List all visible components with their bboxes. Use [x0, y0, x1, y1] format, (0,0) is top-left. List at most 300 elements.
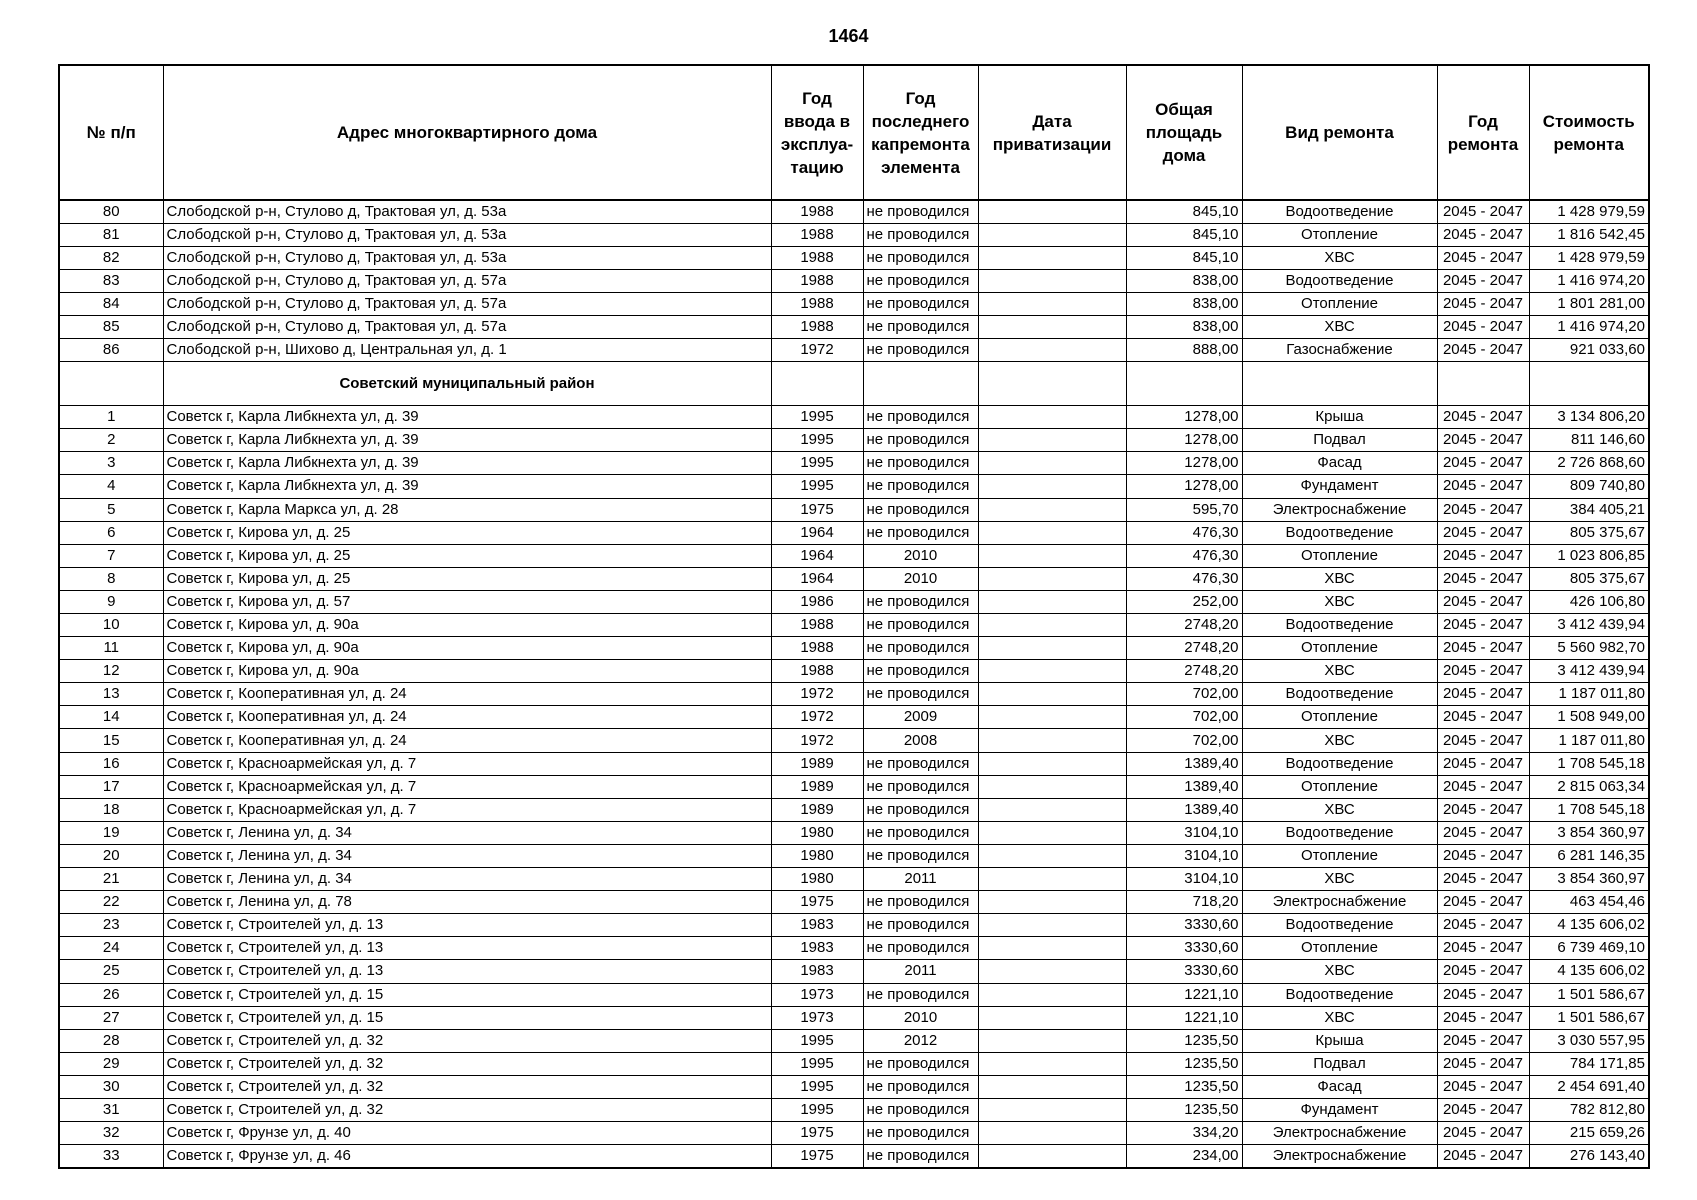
section-title: Советский муниципальный район — [163, 362, 771, 406]
cell-repair-cost: 1 508 949,00 — [1529, 706, 1649, 729]
cell-repair-period: 2045 - 2047 — [1437, 544, 1529, 567]
cell-year-built: 1975 — [771, 1145, 863, 1168]
cell-num: 10 — [59, 614, 163, 637]
cell-privatization — [978, 590, 1126, 613]
cell-last-repair: не проводился — [863, 223, 978, 246]
cell-num: 31 — [59, 1098, 163, 1121]
cell-area: 845,10 — [1126, 200, 1242, 223]
cell-num: 22 — [59, 891, 163, 914]
cell-privatization — [978, 498, 1126, 521]
cell-address: Слободской р-н, Стулово д, Трактовая ул, д. 53а — [163, 223, 771, 246]
cell-repair-period: 2045 - 2047 — [1437, 475, 1529, 498]
header-repair-cost: Стоимость ремонта — [1529, 65, 1649, 200]
cell-area: 702,00 — [1126, 706, 1242, 729]
cell-last-repair: не проводился — [863, 269, 978, 292]
cell-address: Советск г, Ленина ул, д. 78 — [163, 891, 771, 914]
cell-repair-cost: 2 726 868,60 — [1529, 452, 1649, 475]
cell-repair-kind: Водоотведение — [1242, 200, 1437, 223]
cell-address: Советск г, Ленина ул, д. 34 — [163, 844, 771, 867]
cell-repair-cost: 805 375,67 — [1529, 567, 1649, 590]
cell-area: 1235,50 — [1126, 1052, 1242, 1075]
cell-last-repair: 2011 — [863, 960, 978, 983]
cell-repair-cost: 1 428 979,59 — [1529, 246, 1649, 269]
section-empty-cell — [978, 362, 1126, 406]
cell-area: 1235,50 — [1126, 1029, 1242, 1052]
cell-area: 838,00 — [1126, 269, 1242, 292]
cell-year-built: 1975 — [771, 891, 863, 914]
cell-privatization — [978, 706, 1126, 729]
cell-last-repair: не проводился — [863, 1145, 978, 1168]
cell-num: 12 — [59, 660, 163, 683]
cell-repair-kind: Отопление — [1242, 937, 1437, 960]
cell-repair-cost: 1 416 974,20 — [1529, 269, 1649, 292]
cell-year-built: 1989 — [771, 798, 863, 821]
cell-area: 1389,40 — [1126, 752, 1242, 775]
cell-num: 84 — [59, 292, 163, 315]
cell-num: 23 — [59, 914, 163, 937]
cell-repair-cost: 1 187 011,80 — [1529, 683, 1649, 706]
cell-repair-period: 2045 - 2047 — [1437, 798, 1529, 821]
cell-area: 1278,00 — [1126, 452, 1242, 475]
cell-address: Слободской р-н, Стулово д, Трактовая ул, д. 57а — [163, 292, 771, 315]
cell-address: Слободской р-н, Стулово д, Трактовая ул, д. 57а — [163, 315, 771, 338]
cell-privatization — [978, 315, 1126, 338]
header-year-built: Год ввода в эксплуа-тацию — [771, 65, 863, 200]
cell-repair-kind: Водоотведение — [1242, 521, 1437, 544]
cell-repair-cost: 1 816 542,45 — [1529, 223, 1649, 246]
cell-repair-period: 2045 - 2047 — [1437, 1029, 1529, 1052]
cell-address: Советск г, Строителей ул, д. 15 — [163, 983, 771, 1006]
cell-repair-cost: 1 023 806,85 — [1529, 544, 1649, 567]
cell-address: Советск г, Строителей ул, д. 13 — [163, 960, 771, 983]
cell-year-built: 1995 — [771, 1075, 863, 1098]
table-row — [59, 429, 1649, 452]
cell-repair-period: 2045 - 2047 — [1437, 752, 1529, 775]
cell-repair-kind: Водоотведение — [1242, 614, 1437, 637]
table-header — [59, 65, 1649, 200]
cell-address: Советск г, Карла Либкнехта ул, д. 39 — [163, 475, 771, 498]
cell-repair-period: 2045 - 2047 — [1437, 937, 1529, 960]
cell-repair-period: 2045 - 2047 — [1437, 821, 1529, 844]
cell-num: 26 — [59, 983, 163, 1006]
cell-last-repair: не проводился — [863, 475, 978, 498]
table-row — [59, 1052, 1649, 1075]
cell-year-built: 1988 — [771, 292, 863, 315]
cell-num: 3 — [59, 452, 163, 475]
cell-privatization — [978, 983, 1126, 1006]
cell-address: Слободской р-н, Стулово д, Трактовая ул, д. 53а — [163, 200, 771, 223]
cell-repair-cost: 809 740,80 — [1529, 475, 1649, 498]
table-row — [59, 1122, 1649, 1145]
cell-year-built: 1964 — [771, 544, 863, 567]
cell-last-repair: не проводился — [863, 429, 978, 452]
table-row — [59, 798, 1649, 821]
cell-area: 888,00 — [1126, 339, 1242, 362]
cell-last-repair: не проводился — [863, 452, 978, 475]
cell-privatization — [978, 914, 1126, 937]
page-number: 1464 — [828, 26, 869, 46]
cell-area: 845,10 — [1126, 223, 1242, 246]
table-row — [59, 937, 1649, 960]
cell-privatization — [978, 891, 1126, 914]
cell-address: Советск г, Карла Либкнехта ул, д. 39 — [163, 429, 771, 452]
table-row — [59, 1098, 1649, 1121]
cell-last-repair: не проводился — [863, 914, 978, 937]
cell-last-repair: не проводился — [863, 406, 978, 429]
cell-repair-period: 2045 - 2047 — [1437, 1098, 1529, 1121]
cell-repair-cost: 2 454 691,40 — [1529, 1075, 1649, 1098]
cell-privatization — [978, 868, 1126, 891]
cell-num: 5 — [59, 498, 163, 521]
cell-repair-period: 2045 - 2047 — [1437, 590, 1529, 613]
cell-repair-kind: Электроснабжение — [1242, 1145, 1437, 1168]
cell-address: Советск г, Карла Либкнехта ул, д. 39 — [163, 452, 771, 475]
cell-privatization — [978, 521, 1126, 544]
cell-num: 21 — [59, 868, 163, 891]
cell-last-repair: не проводился — [863, 498, 978, 521]
section-empty-cell — [1126, 362, 1242, 406]
cell-last-repair: не проводился — [863, 614, 978, 637]
cell-last-repair: 2012 — [863, 1029, 978, 1052]
cell-year-built: 1980 — [771, 821, 863, 844]
cell-year-built: 1988 — [771, 246, 863, 269]
cell-privatization — [978, 614, 1126, 637]
cell-privatization — [978, 960, 1126, 983]
table-row — [59, 614, 1649, 637]
cell-area: 3330,60 — [1126, 937, 1242, 960]
cell-repair-period: 2045 - 2047 — [1437, 660, 1529, 683]
cell-repair-cost: 811 146,60 — [1529, 429, 1649, 452]
cell-area: 476,30 — [1126, 544, 1242, 567]
cell-address: Советск г, Ленина ул, д. 34 — [163, 821, 771, 844]
cell-num: 16 — [59, 752, 163, 775]
cell-repair-cost: 3 030 557,95 — [1529, 1029, 1649, 1052]
cell-repair-cost: 805 375,67 — [1529, 521, 1649, 544]
table-row — [59, 891, 1649, 914]
cell-repair-kind: Водоотведение — [1242, 983, 1437, 1006]
cell-privatization — [978, 246, 1126, 269]
cell-repair-cost: 921 033,60 — [1529, 339, 1649, 362]
table-row — [59, 292, 1649, 315]
table-row — [59, 1145, 1649, 1168]
cell-address: Слободской р-н, Шихово д, Центральная ул, д. 1 — [163, 339, 771, 362]
cell-year-built: 1975 — [771, 498, 863, 521]
cell-num: 19 — [59, 821, 163, 844]
section-empty-cell — [771, 362, 863, 406]
cell-num: 28 — [59, 1029, 163, 1052]
cell-repair-cost: 1 428 979,59 — [1529, 200, 1649, 223]
cell-year-built: 1988 — [771, 614, 863, 637]
cell-repair-kind: ХВС — [1242, 315, 1437, 338]
cell-area: 476,30 — [1126, 567, 1242, 590]
table-row — [59, 223, 1649, 246]
cell-last-repair: не проводился — [863, 200, 978, 223]
table-row — [59, 339, 1649, 362]
cell-address: Советск г, Кооперативная ул, д. 24 — [163, 729, 771, 752]
cell-num: 4 — [59, 475, 163, 498]
cell-privatization — [978, 1029, 1126, 1052]
table-row — [59, 1075, 1649, 1098]
cell-last-repair: не проводился — [863, 821, 978, 844]
cell-year-built: 1983 — [771, 914, 863, 937]
table-row — [59, 315, 1649, 338]
cell-repair-kind: Отопление — [1242, 292, 1437, 315]
cell-year-built: 1980 — [771, 868, 863, 891]
cell-repair-period: 2045 - 2047 — [1437, 1075, 1529, 1098]
cell-area: 3104,10 — [1126, 821, 1242, 844]
cell-address: Советск г, Строителей ул, д. 13 — [163, 937, 771, 960]
cell-address: Слободской р-н, Стулово д, Трактовая ул, д. 53а — [163, 246, 771, 269]
cell-area: 1235,50 — [1126, 1075, 1242, 1098]
cell-area: 2748,20 — [1126, 614, 1242, 637]
cell-repair-period: 2045 - 2047 — [1437, 269, 1529, 292]
cell-repair-period: 2045 - 2047 — [1437, 406, 1529, 429]
table-row — [59, 567, 1649, 590]
table-row — [59, 475, 1649, 498]
cell-last-repair: не проводился — [863, 937, 978, 960]
cell-privatization — [978, 1006, 1126, 1029]
cell-privatization — [978, 429, 1126, 452]
cell-privatization — [978, 567, 1126, 590]
cell-repair-cost: 3 854 360,97 — [1529, 868, 1649, 891]
cell-address: Советск г, Кирова ул, д. 90а — [163, 614, 771, 637]
cell-repair-period: 2045 - 2047 — [1437, 844, 1529, 867]
cell-year-built: 1972 — [771, 683, 863, 706]
cell-year-built: 1988 — [771, 223, 863, 246]
cell-area: 1389,40 — [1126, 775, 1242, 798]
cell-area: 3330,60 — [1126, 960, 1242, 983]
cell-repair-cost: 782 812,80 — [1529, 1098, 1649, 1121]
cell-repair-period: 2045 - 2047 — [1437, 567, 1529, 590]
cell-num: 8 — [59, 567, 163, 590]
cell-area: 334,20 — [1126, 1122, 1242, 1145]
cell-repair-cost: 784 171,85 — [1529, 1052, 1649, 1075]
section-row — [59, 362, 1649, 406]
cell-area: 3330,60 — [1126, 914, 1242, 937]
cell-last-repair: не проводился — [863, 1122, 978, 1145]
cell-repair-kind: Электроснабжение — [1242, 1122, 1437, 1145]
cell-year-built: 1988 — [771, 269, 863, 292]
cell-year-built: 1995 — [771, 429, 863, 452]
cell-repair-kind: Отопление — [1242, 706, 1437, 729]
cell-repair-period: 2045 - 2047 — [1437, 891, 1529, 914]
cell-repair-kind: Отопление — [1242, 544, 1437, 567]
cell-repair-kind: Крыша — [1242, 1029, 1437, 1052]
cell-repair-kind: Фасад — [1242, 452, 1437, 475]
cell-address: Советск г, Фрунзе ул, д. 40 — [163, 1122, 771, 1145]
cell-privatization — [978, 339, 1126, 362]
table-row — [59, 406, 1649, 429]
cell-repair-period: 2045 - 2047 — [1437, 1145, 1529, 1168]
table-row — [59, 752, 1649, 775]
cell-area: 1221,10 — [1126, 983, 1242, 1006]
cell-repair-cost: 1 708 545,18 — [1529, 798, 1649, 821]
cell-last-repair: не проводился — [863, 1052, 978, 1075]
cell-privatization — [978, 1098, 1126, 1121]
cell-last-repair: не проводился — [863, 1098, 978, 1121]
cell-num: 1 — [59, 406, 163, 429]
table-row — [59, 706, 1649, 729]
cell-repair-kind: Фасад — [1242, 1075, 1437, 1098]
cell-year-built: 1980 — [771, 844, 863, 867]
cell-repair-period: 2045 - 2047 — [1437, 521, 1529, 544]
cell-area: 718,20 — [1126, 891, 1242, 914]
cell-num: 29 — [59, 1052, 163, 1075]
cell-repair-cost: 3 412 439,94 — [1529, 660, 1649, 683]
cell-last-repair: не проводился — [863, 521, 978, 544]
cell-repair-kind: Подвал — [1242, 429, 1437, 452]
section-empty-cell — [1437, 362, 1529, 406]
cell-repair-kind: Подвал — [1242, 1052, 1437, 1075]
cell-repair-period: 2045 - 2047 — [1437, 292, 1529, 315]
cell-year-built: 1995 — [771, 406, 863, 429]
cell-privatization — [978, 406, 1126, 429]
cell-year-built: 1989 — [771, 775, 863, 798]
cell-num: 2 — [59, 429, 163, 452]
cell-repair-kind: ХВС — [1242, 246, 1437, 269]
cell-year-built: 1988 — [771, 315, 863, 338]
table-body — [59, 200, 1649, 1168]
cell-last-repair: не проводился — [863, 292, 978, 315]
cell-num: 86 — [59, 339, 163, 362]
cell-privatization — [978, 637, 1126, 660]
cell-repair-kind: ХВС — [1242, 1006, 1437, 1029]
cell-area: 2748,20 — [1126, 637, 1242, 660]
table-row — [59, 729, 1649, 752]
cell-address: Слободской р-н, Стулово д, Трактовая ул, д. 57а — [163, 269, 771, 292]
header-last-repair: Год последнего капремонта элемента — [863, 65, 978, 200]
cell-last-repair: 2008 — [863, 729, 978, 752]
section-empty-cell — [1242, 362, 1437, 406]
cell-last-repair: не проводился — [863, 983, 978, 1006]
cell-repair-period: 2045 - 2047 — [1437, 246, 1529, 269]
cell-repair-cost: 1 708 545,18 — [1529, 752, 1649, 775]
cell-repair-period: 2045 - 2047 — [1437, 706, 1529, 729]
cell-repair-cost: 1 501 586,67 — [1529, 1006, 1649, 1029]
cell-year-built: 1973 — [771, 983, 863, 1006]
cell-area: 2748,20 — [1126, 660, 1242, 683]
cell-num: 80 — [59, 200, 163, 223]
cell-repair-kind: Фундамент — [1242, 475, 1437, 498]
cell-area: 838,00 — [1126, 292, 1242, 315]
cell-last-repair: не проводился — [863, 752, 978, 775]
cell-repair-kind: ХВС — [1242, 590, 1437, 613]
section-empty-cell — [59, 362, 163, 406]
cell-year-built: 1972 — [771, 339, 863, 362]
cell-repair-period: 2045 - 2047 — [1437, 339, 1529, 362]
cell-year-built: 1972 — [771, 729, 863, 752]
cell-area: 595,70 — [1126, 498, 1242, 521]
header-repair-kind: Вид ремонта — [1242, 65, 1437, 200]
cell-num: 25 — [59, 960, 163, 983]
cell-year-built: 1995 — [771, 1029, 863, 1052]
cell-repair-period: 2045 - 2047 — [1437, 914, 1529, 937]
cell-repair-kind: Газоснабжение — [1242, 339, 1437, 362]
table-row — [59, 821, 1649, 844]
cell-repair-kind: Электроснабжение — [1242, 891, 1437, 914]
cell-num: 20 — [59, 844, 163, 867]
table-row — [59, 544, 1649, 567]
cell-privatization — [978, 729, 1126, 752]
cell-repair-kind: ХВС — [1242, 868, 1437, 891]
cell-repair-period: 2045 - 2047 — [1437, 452, 1529, 475]
cell-address: Советск г, Кирова ул, д. 25 — [163, 567, 771, 590]
cell-address: Советск г, Красноармейская ул, д. 7 — [163, 798, 771, 821]
cell-area: 3104,10 — [1126, 844, 1242, 867]
cell-repair-cost: 6 739 469,10 — [1529, 937, 1649, 960]
cell-repair-period: 2045 - 2047 — [1437, 223, 1529, 246]
cell-num: 81 — [59, 223, 163, 246]
cell-repair-period: 2045 - 2047 — [1437, 983, 1529, 1006]
cell-repair-cost: 463 454,46 — [1529, 891, 1649, 914]
cell-repair-kind: ХВС — [1242, 798, 1437, 821]
cell-num: 33 — [59, 1145, 163, 1168]
cell-last-repair: не проводился — [863, 660, 978, 683]
cell-area: 1278,00 — [1126, 406, 1242, 429]
cell-num: 14 — [59, 706, 163, 729]
table-row — [59, 1029, 1649, 1052]
cell-repair-cost: 4 135 606,02 — [1529, 960, 1649, 983]
cell-repair-cost: 1 501 586,67 — [1529, 983, 1649, 1006]
cell-last-repair: 2010 — [863, 567, 978, 590]
table-row — [59, 960, 1649, 983]
cell-address: Советск г, Кирова ул, д. 25 — [163, 521, 771, 544]
cell-num: 15 — [59, 729, 163, 752]
cell-privatization — [978, 269, 1126, 292]
cell-repair-period: 2045 - 2047 — [1437, 683, 1529, 706]
cell-repair-period: 2045 - 2047 — [1437, 637, 1529, 660]
cell-address: Советск г, Строителей ул, д. 32 — [163, 1029, 771, 1052]
table-row — [59, 683, 1649, 706]
cell-area: 1221,10 — [1126, 1006, 1242, 1029]
cell-area: 1235,50 — [1126, 1098, 1242, 1121]
cell-repair-kind: Отопление — [1242, 844, 1437, 867]
cell-year-built: 1986 — [771, 590, 863, 613]
header-area: Общая площадь дома — [1126, 65, 1242, 200]
cell-year-built: 1995 — [771, 475, 863, 498]
cell-repair-kind: Отопление — [1242, 775, 1437, 798]
cell-address: Советск г, Кооперативная ул, д. 24 — [163, 683, 771, 706]
cell-repair-cost: 2 815 063,34 — [1529, 775, 1649, 798]
cell-num: 11 — [59, 637, 163, 660]
cell-last-repair: не проводился — [863, 775, 978, 798]
cell-area: 3104,10 — [1126, 868, 1242, 891]
table-row — [59, 775, 1649, 798]
table-row — [59, 1006, 1649, 1029]
cell-repair-period: 2045 - 2047 — [1437, 729, 1529, 752]
cell-repair-period: 2045 - 2047 — [1437, 775, 1529, 798]
section-empty-cell — [863, 362, 978, 406]
cell-repair-kind: Водоотведение — [1242, 821, 1437, 844]
cell-privatization — [978, 475, 1126, 498]
header-repair-period: Год ремонта — [1437, 65, 1529, 200]
cell-repair-cost: 1 416 974,20 — [1529, 315, 1649, 338]
cell-last-repair: не проводился — [863, 1075, 978, 1098]
table-row — [59, 660, 1649, 683]
cell-year-built: 1964 — [771, 521, 863, 544]
cell-address: Советск г, Строителей ул, д. 13 — [163, 914, 771, 937]
cell-last-repair: не проводился — [863, 339, 978, 362]
cell-num: 27 — [59, 1006, 163, 1029]
cell-repair-cost: 215 659,26 — [1529, 1122, 1649, 1145]
cell-privatization — [978, 937, 1126, 960]
cell-last-repair: не проводился — [863, 798, 978, 821]
cell-address: Советск г, Фрунзе ул, д. 46 — [163, 1145, 771, 1168]
cell-area: 702,00 — [1126, 683, 1242, 706]
cell-privatization — [978, 544, 1126, 567]
cell-address: Советск г, Карла Маркса ул, д. 28 — [163, 498, 771, 521]
cell-year-built: 1995 — [771, 1098, 863, 1121]
